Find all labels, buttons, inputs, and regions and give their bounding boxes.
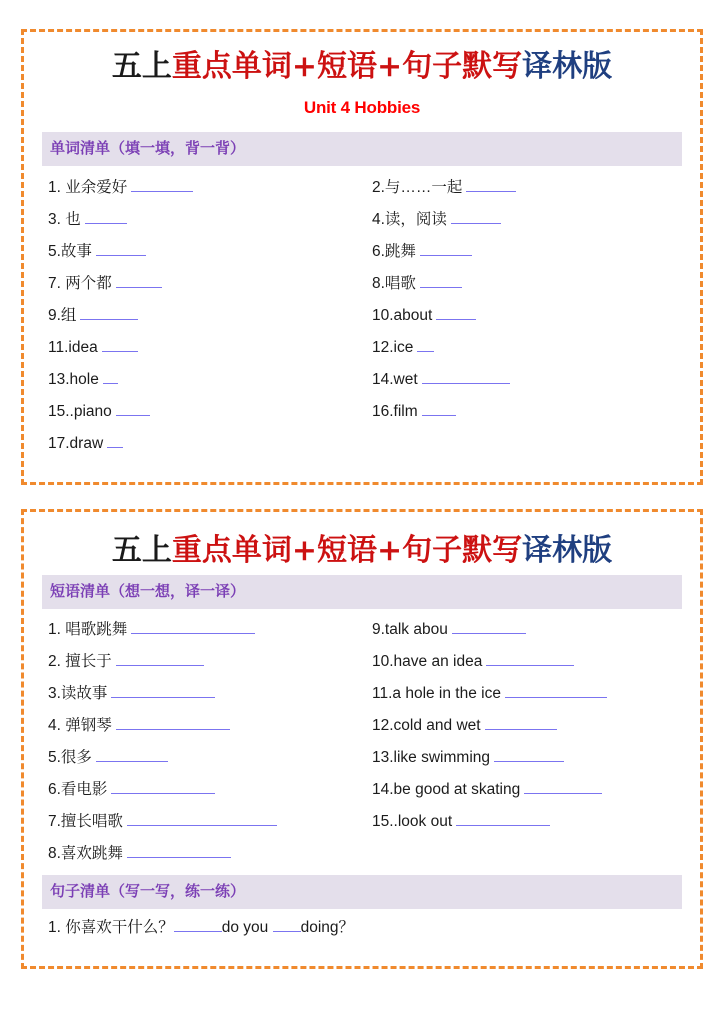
phrase-item-label: 3.读故事 <box>48 684 108 702</box>
answer-blank[interactable] <box>420 272 462 288</box>
phrase-item <box>48 614 358 646</box>
answer-blank[interactable] <box>524 778 602 794</box>
answer-blank[interactable] <box>116 714 230 730</box>
answer-blank[interactable] <box>103 368 118 384</box>
phrases-panel-inner <box>24 512 700 966</box>
answer-blank[interactable] <box>116 272 162 288</box>
word-item-label: 1. 业余爱好 <box>48 178 128 196</box>
answer-blank[interactable] <box>456 810 550 826</box>
answer-blank[interactable] <box>131 176 193 192</box>
word-item <box>372 172 682 204</box>
word-item-label: 5.故事 <box>48 242 92 260</box>
phrase-item <box>48 806 358 838</box>
answer-blank[interactable] <box>466 176 516 192</box>
title-segment-main: 重点单词+短语+句子默写 <box>171 49 523 84</box>
sentence-prefix: 1. 你喜欢干什么？ <box>48 918 174 936</box>
word-item-label: 13.hole <box>48 370 99 388</box>
title-segment-edition: 译林版 <box>522 49 613 84</box>
answer-blank[interactable] <box>494 746 564 762</box>
phrase-item-label: 10.have an idea <box>372 652 483 670</box>
phrase-item-label: 8.喜欢跳舞 <box>48 844 123 862</box>
word-item <box>48 172 358 204</box>
word-item-label: 3. 也 <box>48 210 81 228</box>
word-item-label: 6.跳舞 <box>372 242 416 260</box>
phrase-item <box>48 646 358 678</box>
word-item-label: 4.读，阅读 <box>372 210 447 228</box>
phrase-item-label: 12.cold and wet <box>372 716 481 734</box>
word-item <box>372 236 682 268</box>
phrase-item-label: 2. 擅长于 <box>48 652 112 670</box>
word-item-label: 7. 两个都 <box>48 274 112 292</box>
answer-blank[interactable] <box>131 618 255 634</box>
words-list <box>42 166 682 460</box>
answer-blank[interactable] <box>486 650 574 666</box>
answer-blank[interactable] <box>452 618 526 634</box>
word-item <box>48 332 358 364</box>
word-item <box>48 396 358 428</box>
word-item <box>48 300 358 332</box>
word-item <box>48 268 358 300</box>
answer-blank[interactable] <box>422 400 456 416</box>
page-title <box>42 32 682 86</box>
answer-blank[interactable] <box>111 778 215 794</box>
phrase-item <box>372 614 682 646</box>
phrase-item <box>48 774 358 806</box>
phrase-item-label: 15..look out <box>372 812 453 830</box>
answer-blank[interactable] <box>107 432 123 448</box>
phrase-item <box>372 742 682 774</box>
phrase-item-label: 14.be good at skating <box>372 780 521 798</box>
phrase-item-label: 13.like swimming <box>372 748 491 766</box>
answer-blank[interactable] <box>127 810 277 826</box>
answer-blank[interactable] <box>422 368 510 384</box>
answer-blank[interactable] <box>436 304 476 320</box>
phrases-section-header: 短语清单（想一想，译一译） <box>42 575 682 609</box>
word-item-label: 11.idea <box>48 338 98 356</box>
phrases-panel <box>21 509 703 969</box>
phrase-item-label: 1. 唱歌跳舞 <box>48 620 128 638</box>
word-item <box>372 332 682 364</box>
answer-blank[interactable] <box>111 682 215 698</box>
phrase-item <box>48 678 358 710</box>
phrase-item <box>48 710 358 742</box>
sentences-list <box>42 909 682 943</box>
answer-blank[interactable] <box>96 746 168 762</box>
answer-blank[interactable] <box>85 208 127 224</box>
phrase-item <box>372 710 682 742</box>
word-item-label: 9.组 <box>48 306 77 324</box>
answer-blank[interactable] <box>96 240 146 256</box>
words-panel-inner <box>24 32 700 482</box>
answer-blank[interactable] <box>485 714 557 730</box>
answer-blank[interactable] <box>174 916 222 932</box>
answer-blank[interactable] <box>80 304 138 320</box>
word-item-label: 14.wet <box>372 370 418 388</box>
phrase-item <box>372 838 682 870</box>
phrase-item <box>372 678 682 710</box>
phrase-item-label: 5.很多 <box>48 748 92 766</box>
word-item <box>48 364 358 396</box>
word-item <box>48 428 358 460</box>
title-segment-grade-2: 五上 <box>111 533 172 568</box>
word-item <box>372 204 682 236</box>
word-item-label: 16.film <box>372 402 418 420</box>
word-item <box>48 204 358 236</box>
word-item-label: 15..piano <box>48 402 112 420</box>
words-section-header: 单词清单（填一填，背一背） <box>42 132 682 166</box>
phrase-item <box>372 806 682 838</box>
answer-blank[interactable] <box>417 336 434 352</box>
page-title-2 <box>42 512 682 570</box>
answer-blank[interactable] <box>116 400 150 416</box>
sentence-middle: do you <box>221 918 269 936</box>
word-item <box>372 268 682 300</box>
word-item-label: 17.draw <box>48 434 104 452</box>
title-segment-edition-2: 译林版 <box>522 533 613 568</box>
answer-blank[interactable] <box>420 240 472 256</box>
answer-blank[interactable] <box>127 842 231 858</box>
word-item-label: 12.ice <box>372 338 414 356</box>
word-item-label: 2.与……一起 <box>372 178 463 196</box>
word-item <box>372 300 682 332</box>
phrase-item-label: 7.擅长唱歌 <box>48 812 123 830</box>
phrase-item <box>48 742 358 774</box>
phrase-item-label: 4. 弹钢琴 <box>48 716 112 734</box>
title-segment-main-2: 重点单词+短语+句子默写 <box>171 533 523 568</box>
phrases-list <box>42 609 682 870</box>
word-item-label: 10.about <box>372 306 433 324</box>
sentence-item <box>48 913 682 943</box>
answer-blank[interactable] <box>116 650 204 666</box>
unit-subtitle: Unit 4 Hobbies <box>303 97 421 117</box>
word-item <box>48 236 358 268</box>
phrase-item-label: 9.talk abou <box>372 620 448 638</box>
word-item <box>372 396 682 428</box>
sentence-suffix: doing？ <box>300 918 355 936</box>
phrase-item-label: 6.看电影 <box>48 780 108 798</box>
phrase-item <box>48 838 358 870</box>
word-item-label: 8.唱歌 <box>372 274 416 292</box>
words-panel <box>21 29 703 485</box>
answer-blank[interactable] <box>505 682 607 698</box>
phrase-item <box>372 774 682 806</box>
phrase-item <box>372 646 682 678</box>
sentences-section-header: 句子清单（写一写，练一练） <box>42 875 682 909</box>
answer-blank[interactable] <box>102 336 138 352</box>
answer-blank[interactable] <box>451 208 501 224</box>
title-segment-grade: 五上 <box>111 49 172 84</box>
phrase-item-label: 11.a hole in the ice <box>372 684 501 702</box>
word-item <box>372 364 682 396</box>
answer-blank[interactable] <box>273 916 301 932</box>
